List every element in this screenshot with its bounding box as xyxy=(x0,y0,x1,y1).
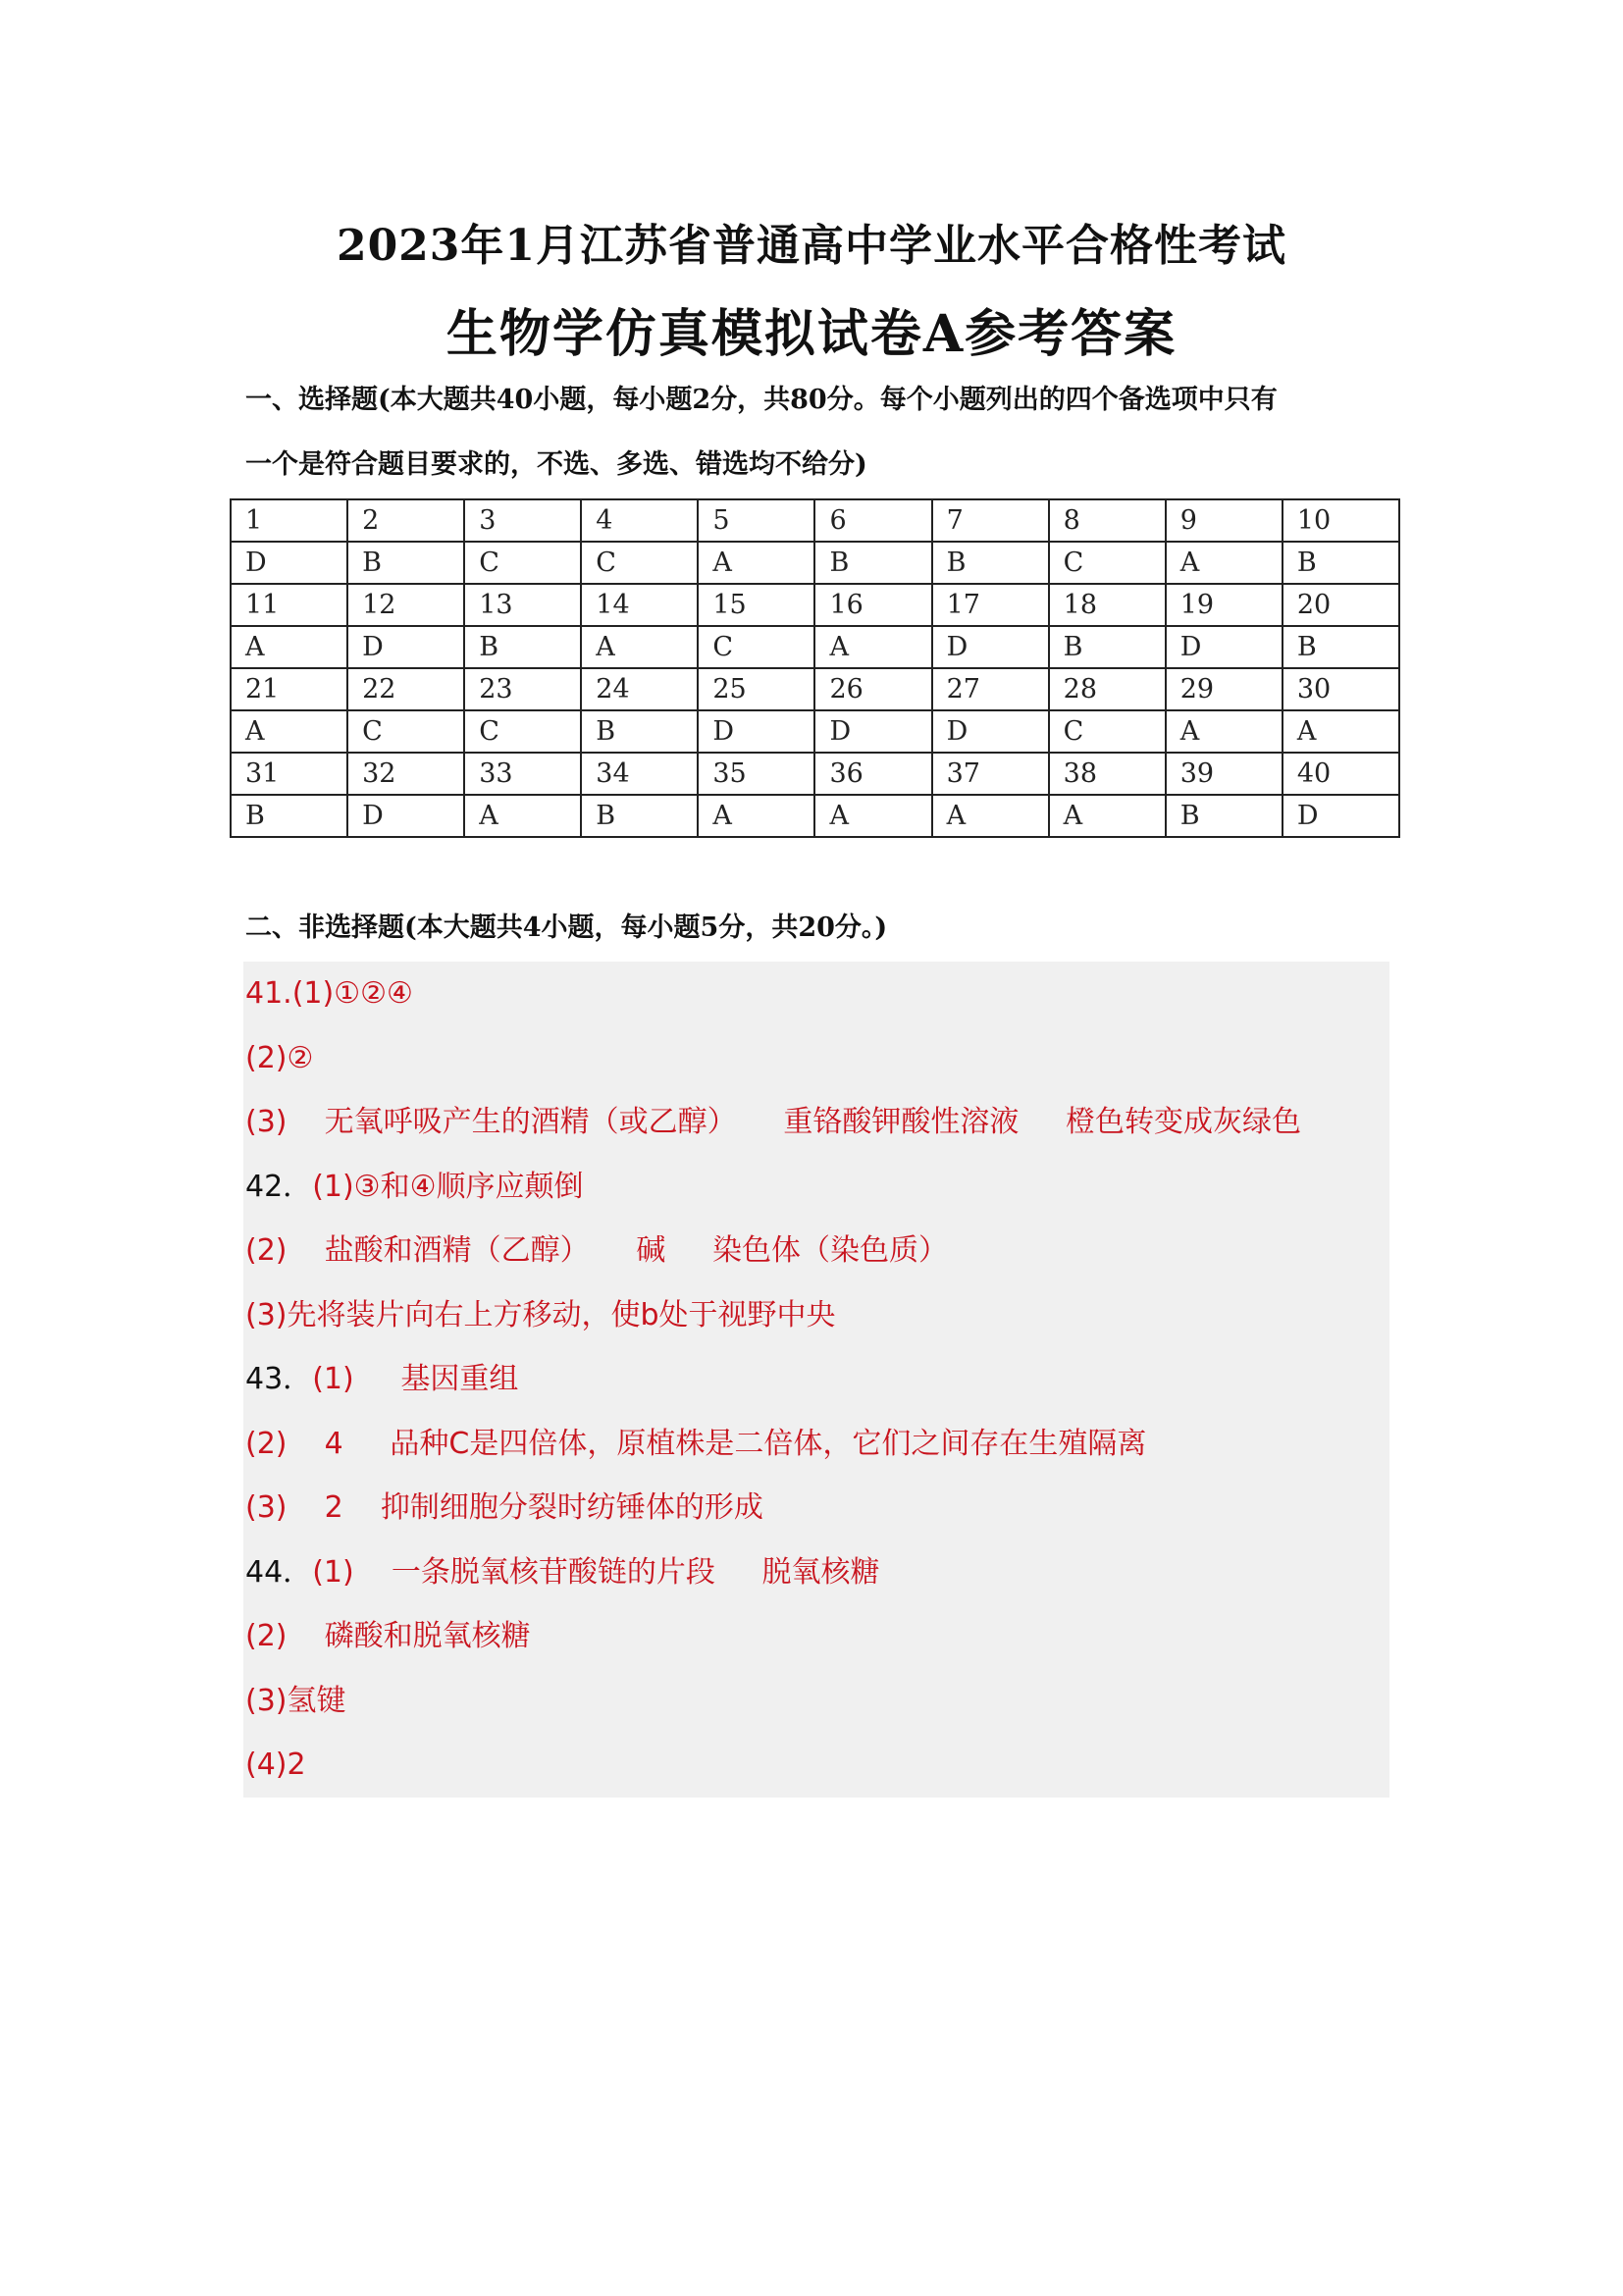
answer-key-cell: A xyxy=(1283,710,1399,753)
question-number-cell: 30 xyxy=(1283,668,1399,710)
answer-key-cell: A xyxy=(1166,710,1283,753)
answer-key-cell: C xyxy=(581,542,698,584)
answer-key-row xyxy=(231,795,1399,837)
answer-key-cell: A xyxy=(231,710,347,753)
question-number-cell: 31 xyxy=(231,753,347,795)
question-number-cell: 15 xyxy=(698,584,814,626)
question-number-cell: 2 xyxy=(347,499,464,542)
answer-key-cell: B xyxy=(231,795,347,837)
answer-line xyxy=(245,1669,1389,1734)
answer-line xyxy=(245,1347,1389,1412)
answer-key-cell: D xyxy=(231,542,347,584)
question-number-cell: 12 xyxy=(347,584,464,626)
question-number-cell: 18 xyxy=(1049,584,1166,626)
question-number-cell: 6 xyxy=(814,499,931,542)
question-number-cell: 7 xyxy=(932,499,1049,542)
answer-line xyxy=(245,1026,1389,1091)
question-number: 43． xyxy=(245,1362,313,1396)
answer-key-cell: B xyxy=(581,795,698,837)
answer-line xyxy=(245,1733,1389,1798)
answer-key-cell: B xyxy=(932,542,1049,584)
answer-key-cell: B xyxy=(1283,626,1399,668)
answer-key-cell: A xyxy=(231,626,347,668)
answer-table xyxy=(230,498,1400,838)
question-number-cell: 26 xyxy=(814,668,931,710)
question-number-cell: 13 xyxy=(464,584,581,626)
answer-text: (4)2 xyxy=(245,1748,306,1782)
answer-line xyxy=(245,1155,1389,1220)
answer-key-row xyxy=(231,542,1399,584)
answer-line xyxy=(245,1090,1389,1155)
question-number-cell: 33 xyxy=(464,753,581,795)
answer-key-cell: D xyxy=(932,710,1049,753)
answer-line xyxy=(245,1540,1389,1605)
answer-text: (1)③和④顺序应颠倒 xyxy=(312,1169,584,1204)
answer-key-cell: C xyxy=(1049,542,1166,584)
question-number-cell: 36 xyxy=(814,753,931,795)
answer-line xyxy=(245,1412,1389,1477)
question-number-cell: 1 xyxy=(231,499,347,542)
answer-key-cell: C xyxy=(464,542,581,584)
question-number: 44． xyxy=(245,1554,313,1590)
answer-key-cell: A xyxy=(581,626,698,668)
question-number-cell: 11 xyxy=(231,584,347,626)
section1-heading-line1: 一、选择题(本大题共40小题，每小题2分，共80分。每个小题列出的四个备选项中只有 xyxy=(245,385,1278,415)
answer-key-cell: A xyxy=(464,795,581,837)
question-number-cell: 35 xyxy=(698,753,814,795)
answer-text: (3)先将装片向右上方移动，使b处于视野中央 xyxy=(245,1297,836,1332)
question-number-cell: 39 xyxy=(1166,753,1283,795)
answer-text: (2) 4 品种C是四倍体，原植株是二倍体，它们之间存在生殖隔离 xyxy=(245,1426,1147,1461)
question-number-cell: 34 xyxy=(581,753,698,795)
answer-key-cell: D xyxy=(814,710,931,753)
question-number-cell: 24 xyxy=(581,668,698,710)
question-number-row xyxy=(231,499,1399,542)
question-number-cell: 40 xyxy=(1283,753,1399,795)
question-number-cell: 23 xyxy=(464,668,581,710)
answer-text: (3) 2 抑制细胞分裂时纺锤体的形成 xyxy=(245,1490,763,1525)
question-number-cell: 8 xyxy=(1049,499,1166,542)
question-number-cell: 14 xyxy=(581,584,698,626)
question-number-cell: 16 xyxy=(814,584,931,626)
question-number-row xyxy=(231,668,1399,710)
answer-key-cell: B xyxy=(814,542,931,584)
question-number-cell: 4 xyxy=(581,499,698,542)
answer-text: (1) 基因重组 xyxy=(312,1362,519,1396)
answer-key-cell: C xyxy=(698,626,814,668)
answer-key-cell: D xyxy=(1283,795,1399,837)
question-number-cell: 32 xyxy=(347,753,464,795)
question-number-cell: 3 xyxy=(464,499,581,542)
answer-key-cell: C xyxy=(1049,710,1166,753)
question-number-cell: 17 xyxy=(932,584,1049,626)
answer-text: (2) 盐酸和酒精（乙醇） 碱 染色体（染色质） xyxy=(245,1233,949,1268)
answer-key-cell: B xyxy=(347,542,464,584)
answer-key-cell: B xyxy=(464,626,581,668)
answer-key-cell: A xyxy=(698,795,814,837)
answer-line xyxy=(245,1604,1389,1669)
answer-key-cell: A xyxy=(1166,542,1283,584)
answer-key-cell: D xyxy=(347,795,464,837)
answer-key-cell: A xyxy=(698,542,814,584)
answer-key-cell: B xyxy=(1283,542,1399,584)
answer-line xyxy=(245,1219,1389,1283)
answer-key-cell: B xyxy=(581,710,698,753)
section1-heading-line2: 一个是符合题目要求的，不选、多选、错选均不给分) xyxy=(245,449,867,480)
answer-key-cell: C xyxy=(464,710,581,753)
answer-text: (3) 无氧呼吸产生的酒精（或乙醇） 重铬酸钾酸性溶液 橙色转变成灰绿色 xyxy=(245,1105,1301,1139)
question-number: 42． xyxy=(245,1169,313,1204)
question-number-cell: 20 xyxy=(1283,584,1399,626)
section2-heading: 二、非选择题(本大题共4小题，每小题5分，共20分。) xyxy=(245,913,888,943)
answer-key-cell: D xyxy=(698,710,814,753)
answer-line xyxy=(245,962,1389,1026)
answer-key-cell: A xyxy=(814,626,931,668)
answer-text: (3)氢键 xyxy=(245,1683,346,1718)
question-number-cell: 37 xyxy=(932,753,1049,795)
question-number-cell: 28 xyxy=(1049,668,1166,710)
question-number-cell: 38 xyxy=(1049,753,1166,795)
answer-line xyxy=(245,1476,1389,1540)
question-number-row xyxy=(231,584,1399,626)
answer-key-cell: D xyxy=(1166,626,1283,668)
question-number-cell: 22 xyxy=(347,668,464,710)
answer-key-cell: B xyxy=(1166,795,1283,837)
answer-key-cell: A xyxy=(1049,795,1166,837)
answer-key-cell: C xyxy=(347,710,464,753)
question-number-cell: 5 xyxy=(698,499,814,542)
answer-text: (1) 一条脱氧核苷酸链的片段 脱氧核糖 xyxy=(312,1554,880,1590)
question-number-cell: 29 xyxy=(1166,668,1283,710)
answer-text: (2) 磷酸和脱氧核糖 xyxy=(245,1619,531,1653)
answer-key-row xyxy=(231,626,1399,668)
page-title: 2023年1月江苏省普通高中学业水平合格性考试 xyxy=(336,221,1287,271)
answer-text: (2)② xyxy=(245,1040,314,1075)
answer-key-cell: A xyxy=(932,795,1049,837)
answer-panel xyxy=(243,962,1389,1798)
answer-key-cell: D xyxy=(347,626,464,668)
page-subtitle: 生物学仿真模拟试卷A参考答案 xyxy=(445,304,1178,364)
answer-line xyxy=(245,1283,1389,1348)
answer-key-row xyxy=(231,710,1399,753)
answer-key-cell: B xyxy=(1049,626,1166,668)
answer-key-cell: D xyxy=(932,626,1049,668)
question-number-cell: 10 xyxy=(1283,499,1399,542)
answer-key-cell: A xyxy=(814,795,931,837)
question-number-cell: 19 xyxy=(1166,584,1283,626)
question-number-cell: 9 xyxy=(1166,499,1283,542)
question-number-cell: 21 xyxy=(231,668,347,710)
question-number-cell: 25 xyxy=(698,668,814,710)
answer-text: 41.(1)①②④ xyxy=(245,976,413,1011)
question-number-row xyxy=(231,753,1399,795)
question-number-cell: 27 xyxy=(932,668,1049,710)
